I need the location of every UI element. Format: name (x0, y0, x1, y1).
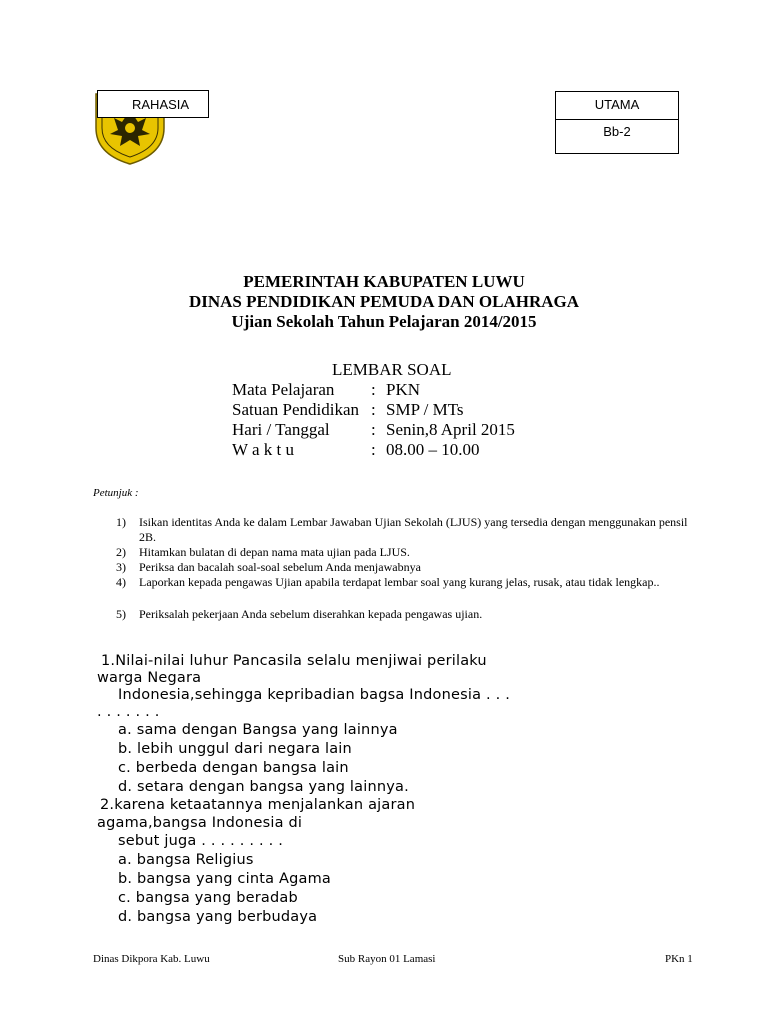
info-value: PKN (386, 380, 421, 399)
question-1-line2: warga Negara (97, 670, 202, 686)
question-1-option-c: c. berbeda dengan bangsa lain (118, 760, 349, 776)
instruction-text: Isikan identitas Anda ke dalam Lembar Jawaban Ujian Sekolah (LJUS) yang tersedia dengan menggunakan pensil 2B. (139, 515, 688, 544)
instruction-number: 2) (116, 545, 126, 559)
instruction-text: Laporkan kepada pengawas Ujian apabila terdapat lembar soal yang kurang jelas, rusak, atau tidak lengkap.. (139, 575, 660, 589)
info-label: Hari / Tanggal (232, 420, 330, 439)
info-value: Senin,8 April 2015 (386, 420, 515, 439)
info-label: W a k t u (232, 440, 295, 459)
info-colon: : (371, 400, 376, 419)
question-1-line1: 1.Nilai-nilai luhur Pancasila selalu menjiwai perilaku (101, 653, 487, 669)
info-value: 08.00 – 10.00 (386, 440, 480, 459)
heading-line1: PEMERINTAH KABUPATEN LUWU (243, 272, 525, 291)
info-colon: : (371, 380, 376, 399)
heading-line3: Ujian Sekolah Tahun Pelajaran 2014/2015 (231, 312, 537, 331)
question-2-option-a: a. bangsa Religius (118, 852, 254, 868)
instruction-number: 4) (116, 575, 126, 589)
heading-line2: DINAS PENDIDIKAN PEMUDA DAN OLAHRAGA (188, 292, 580, 311)
utama-label: UTAMA (556, 92, 678, 120)
footer-right: PKn 1 (665, 953, 693, 965)
question-2-option-d: d. bangsa yang berbudaya (118, 909, 318, 925)
question-1-line3: Indonesia,sehingga kepribadian bagsa Indonesia . . . (118, 687, 511, 703)
info-value: SMP / MTs (386, 400, 464, 419)
instruction-text: Periksalah pekerjaan Anda sebelum diserahkan kepada pengawas ujian. (139, 607, 483, 621)
instruction-text: Periksa dan bacalah soal-soal sebelum Anda menjawabnya (139, 560, 421, 574)
question-1-option-b: b. lebih unggul dari negara lain (118, 741, 352, 757)
lembar-soal-title: LEMBAR SOAL (332, 360, 452, 379)
question-2-line1: 2.karena ketaatannya menjalankan ajaran (100, 797, 416, 813)
instruction-number: 3) (116, 560, 126, 574)
rahasia-stamp: RAHASIA (97, 90, 209, 118)
petunjuk-label: Petunjuk : (93, 487, 139, 499)
question-2-option-b: b. bangsa yang cinta Agama (118, 871, 332, 887)
info-colon: : (371, 420, 376, 439)
question-1-line4: . . . . . . . (97, 704, 160, 720)
code-box (555, 91, 679, 154)
instruction-number: 5) (116, 607, 126, 621)
code-label: Bb-2 (603, 124, 631, 139)
footer-left: Dinas Dikpora Kab. Luwu (93, 953, 210, 965)
instruction-number: 1) (116, 515, 126, 529)
info-label: Satuan Pendidikan (232, 400, 360, 419)
question-2-option-c: c. bangsa yang beradab (118, 890, 298, 906)
info-colon: : (371, 440, 376, 459)
footer-center: Sub Rayon 01 Lamasi (338, 953, 436, 965)
question-2-line3: sebut juga . . . . . . . . . (118, 833, 284, 849)
question-1-option-a: a. sama dengan Bangsa yang lainnya (118, 722, 398, 738)
instruction-text: Hitamkan bulatan di depan nama mata ujian pada LJUS. (139, 545, 410, 559)
info-label: Mata Pelajaran (232, 380, 335, 399)
question-1-option-d: d. setara dengan bangsa yang lainnya. (118, 779, 409, 795)
question-2-line2: agama,bangsa Indonesia di (97, 815, 303, 831)
